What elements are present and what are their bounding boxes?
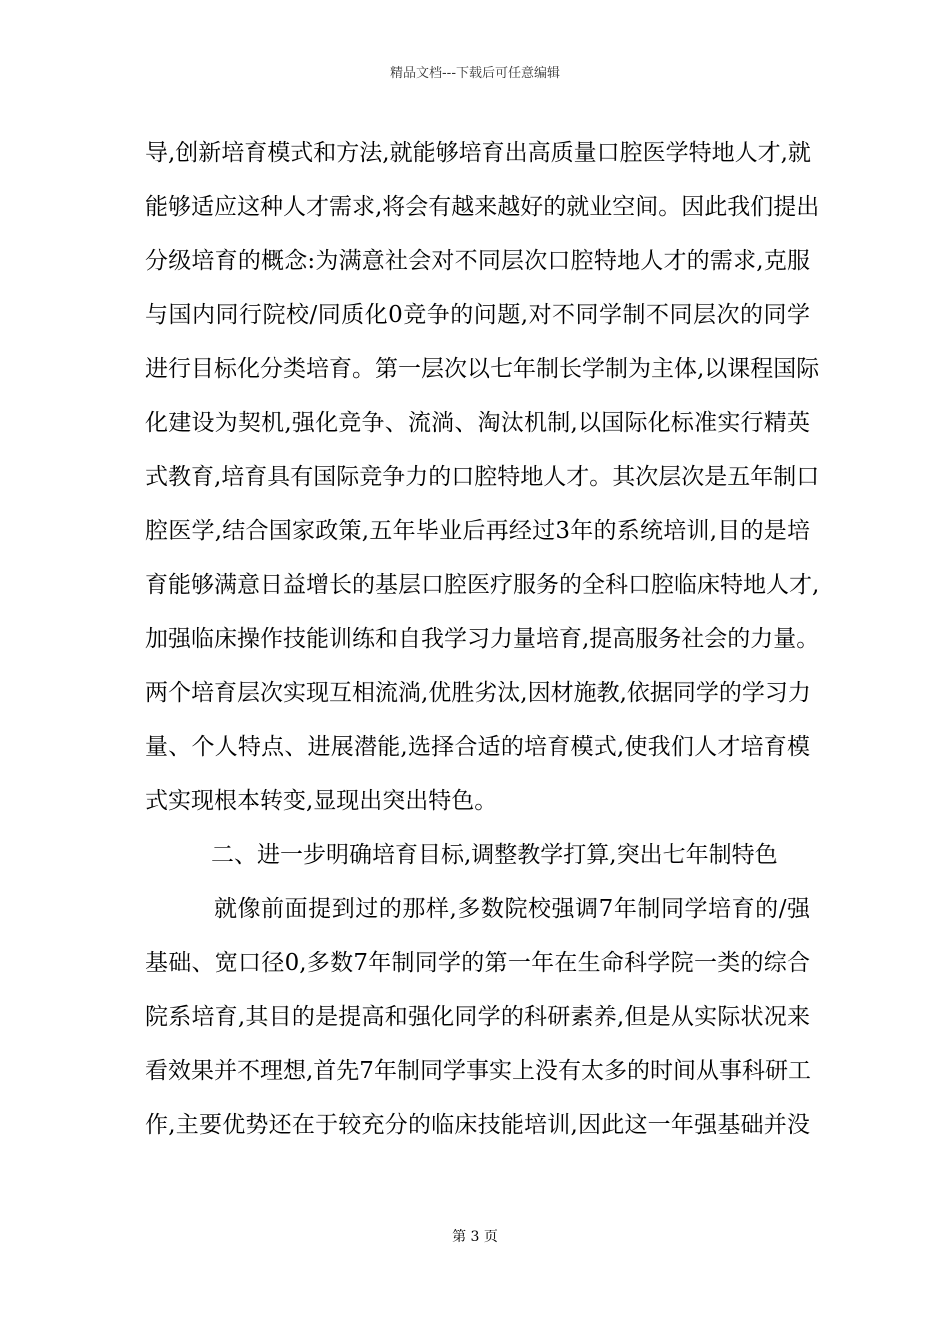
- body-line: 作,主要优势还在于较充分的临床技能培训,因此这一年强基础并没: [145, 1112, 810, 1138]
- body-line: 两个培育层次实现互相流淌,优胜劣汰,因材施教,依据同学的学习力: [145, 680, 811, 706]
- body-line: 看效果并不理想,首先7年制同学事实上没有太多的时间从事科研工: [145, 1058, 811, 1084]
- body-line: 式教育,培育具有国际竞争力的口腔特地人才。其次层次是五年制口: [145, 464, 820, 490]
- body-line: 就像前面提到过的那样,多数院校强调7年制同学培育的/强: [214, 896, 810, 922]
- body-line: 量、个人特点、进展潜能,选择合适的培育模式,使我们人才培育模: [145, 734, 810, 760]
- page-header: 精品文档---下载后可任意编辑: [389, 66, 561, 81]
- document-body: [145, 132, 820, 1146]
- body-line: 进行目标化分类培育。第一层次以七年制长学制为主体,以课程国际: [145, 356, 820, 382]
- body-line: 腔医学,结合国家政策,五年毕业后再经过3年的系统培训,目的是培: [145, 518, 810, 544]
- body-line: 基础、宽口径0,多数7年制同学的第一年在生命科学院一类的综合: [145, 950, 810, 976]
- body-line: 院系培育,其目的是提高和强化同学的科研素养,但是从实际状况来: [145, 1004, 810, 1030]
- body-line: 化建设为契机,强化竞争、流淌、淘汰机制,以国际化标准实行精英: [145, 410, 810, 436]
- body-line: 能够适应这种人才需求,将会有越来越好的就业空间。因此我们提出: [145, 194, 820, 220]
- body-line: 与国内同行院校/同质化0竞争的问题,对不同学制不同层次的同学: [145, 302, 810, 328]
- section-heading: 二、进一步明确培育目标,调整教学打算,突出七年制特色: [211, 842, 778, 868]
- page-number: 第 3 页: [452, 1229, 498, 1245]
- body-line: 式实现根本转变,显现出突出特色。: [145, 788, 498, 814]
- body-line: 分级培育的概念:为满意社会对不同层次口腔特地人才的需求,克服: [145, 248, 810, 274]
- body-line: 育能够满意日益增长的基层口腔医疗服务的全科口腔临床特地人才,: [145, 572, 820, 598]
- body-line: 加强临床操作技能训练和自我学习力量培育,提高服务社会的力量。: [145, 626, 820, 652]
- body-line: 导,创新培育模式和方法,就能够培育出高质量口腔医学特地人才,就: [145, 140, 811, 166]
